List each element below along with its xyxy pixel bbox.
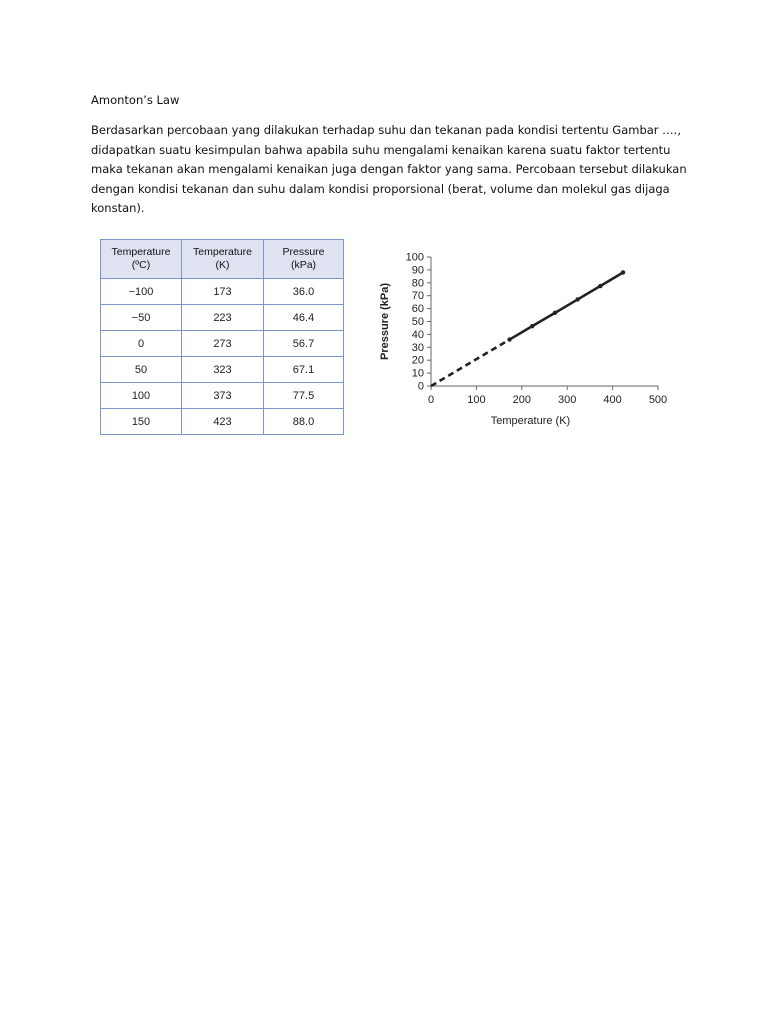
table-cell: 56.7 bbox=[264, 331, 344, 357]
y-tick-label: 40 bbox=[411, 328, 424, 341]
table-row bbox=[101, 305, 344, 331]
x-axis-label: Temperature (K) bbox=[490, 415, 571, 427]
y-tick-label: 0 bbox=[417, 380, 424, 393]
table-row bbox=[101, 279, 344, 305]
y-tick-label: 100 bbox=[405, 251, 424, 264]
header-pressure bbox=[264, 240, 344, 279]
document-title: Amonton’s Law bbox=[91, 93, 180, 107]
table-cell: −50 bbox=[101, 305, 182, 331]
paragraph-line: Berdasarkan percobaan yang dilakukan terhadap suhu dan tekanan pada kondisi tertentu Gambar …., bbox=[91, 123, 681, 137]
header-line: (ºC) bbox=[131, 259, 151, 271]
table-cell: 0 bbox=[101, 331, 182, 357]
table-cell: 323 bbox=[182, 357, 264, 383]
table-cell: 67.1 bbox=[264, 357, 344, 383]
y-axis-label: Pressure (kPa) bbox=[379, 282, 391, 361]
y-tick-label: 60 bbox=[411, 303, 424, 316]
y-tick-label: 10 bbox=[411, 367, 424, 380]
table-cell: −100 bbox=[101, 279, 182, 305]
table-cell: 173 bbox=[182, 279, 264, 305]
table-cell: 50 bbox=[101, 357, 182, 383]
table-row bbox=[101, 409, 344, 435]
header-line: Temperature bbox=[193, 246, 252, 258]
data-point bbox=[507, 337, 511, 341]
x-tick-label: 100 bbox=[467, 394, 486, 406]
header-line: (K) bbox=[215, 259, 230, 271]
table-cell: 77.5 bbox=[264, 383, 344, 409]
header-temperature-kelvin bbox=[182, 240, 264, 279]
table-cell: 100 bbox=[101, 383, 182, 409]
data-point bbox=[530, 324, 534, 328]
data-point bbox=[575, 297, 579, 301]
chart-series bbox=[431, 270, 625, 386]
table-row bbox=[101, 331, 344, 357]
pressure-series-line bbox=[510, 272, 624, 339]
table-cell: 46.4 bbox=[264, 305, 344, 331]
data-point bbox=[621, 270, 625, 274]
y-tick-label: 90 bbox=[411, 264, 424, 277]
table-cell: 423 bbox=[182, 409, 264, 435]
y-tick-label: 70 bbox=[411, 290, 424, 303]
header-temperature-celsius bbox=[101, 240, 182, 279]
table-cell: 373 bbox=[182, 383, 264, 409]
data-point bbox=[598, 284, 602, 288]
header-line: (kPa) bbox=[290, 259, 317, 271]
x-tick-label: 500 bbox=[648, 394, 668, 406]
pressure-temperature-chart bbox=[370, 245, 680, 440]
extrapolation-dashed-line bbox=[431, 340, 510, 386]
y-tick-label: 80 bbox=[411, 277, 424, 290]
y-tick-label: 50 bbox=[411, 316, 424, 328]
paragraph-line: konstan). bbox=[91, 201, 145, 215]
temperature-pressure-table bbox=[100, 239, 344, 435]
table-cell: 223 bbox=[182, 305, 264, 331]
x-tick-label: 200 bbox=[512, 394, 531, 406]
data-point bbox=[553, 311, 557, 315]
chart-axes bbox=[431, 257, 658, 386]
paragraph-line: maka tekanan akan mengalami kenaikan juga dengan faktor yang sama. Percobaan tersebut dilakukan bbox=[91, 162, 687, 176]
document-paragraph bbox=[91, 121, 687, 219]
chart-ticks bbox=[406, 252, 668, 407]
table-cell: 88.0 bbox=[264, 409, 344, 435]
table-row bbox=[101, 383, 344, 409]
paragraph-line: didapatkan suatu kesimpulan bahwa apabila suhu mengalami kenaikan karena suatu faktor tertentu bbox=[91, 142, 671, 157]
table-row bbox=[101, 357, 344, 383]
table-cell: 36.0 bbox=[264, 279, 344, 305]
y-tick-label: 30 bbox=[411, 341, 424, 354]
header-line: Pressure bbox=[282, 246, 325, 258]
table-cell: 273 bbox=[182, 331, 264, 357]
paragraph-line: dengan kondisi tekanan dan suhu dalam kondisi proporsional (berat, volume dan molekul gas dijaga bbox=[91, 181, 670, 196]
x-tick-label: 0 bbox=[427, 394, 435, 406]
y-tick-label: 20 bbox=[411, 354, 424, 367]
x-tick-label: 300 bbox=[558, 394, 577, 406]
header-line: Temperature bbox=[111, 246, 171, 258]
table-cell: 150 bbox=[101, 409, 182, 435]
x-tick-label: 400 bbox=[603, 394, 622, 406]
table-header-row bbox=[101, 240, 344, 279]
